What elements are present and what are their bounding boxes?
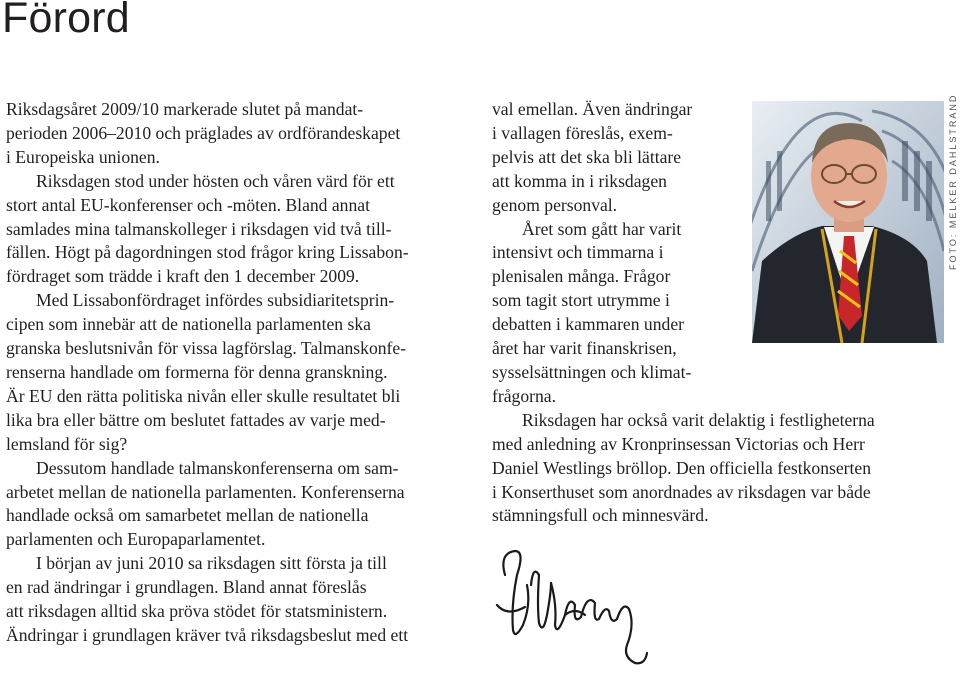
handwritten-signature-icon: [495, 545, 655, 670]
left-text-line: lika bra eller bättre om beslutet fattades av varje med-: [6, 409, 386, 430]
right-text-line: sysselsättningen och klimat-: [492, 361, 692, 382]
portrait-photo-icon: [752, 101, 944, 343]
left-text-line: Riksdagen stod under hösten och våren värd för ett: [36, 170, 395, 191]
left-text-line: granska beslutsnivån för vissa lagförslag. Talmanskonfe-: [6, 338, 407, 359]
left-text-line: I början av juni 2010 sa riksdagen sitt första ja till: [36, 553, 387, 574]
left-text-line: att riksdagen alltid ska pröva stödet för statsministern.: [6, 601, 388, 622]
left-text-line: lemsland för sig?: [6, 433, 128, 454]
right-text-line: frågorna.: [492, 385, 556, 406]
left-text-column: [6, 98, 476, 648]
right-text-line: stämningsfull och minnesvärd.: [492, 505, 709, 526]
right-text-line: året har varit finanskrisen,: [492, 338, 677, 359]
left-text-line: i Europeiska unionen.: [6, 146, 160, 167]
right-text-line: som tagit stort utrymme i: [492, 290, 670, 311]
right-text-line: Daniel Westlings bröllop. Den officiella festkonserten: [492, 457, 872, 478]
left-text-line: parlamenten och Europaparlamentet.: [6, 529, 266, 550]
right-text-line: att komma in i riksdagen: [492, 170, 667, 191]
left-text-line: Med Lissabonfördraget infördes subsidiaritetsprin-: [36, 290, 395, 311]
signature: [495, 545, 655, 670]
right-text-line: val emellan. Även ändringar: [492, 99, 693, 119]
left-text-line: arbetet mellan de nationella parlamenten. Konferenserna: [6, 481, 405, 502]
portrait-photo: [752, 101, 944, 343]
left-text-line: Ändringar i grundlagen kräver två riksdagsbeslut med ett: [6, 624, 409, 645]
left-text-line: fällen. Högt på dagordningen stod frågor kring Lissabon-: [6, 242, 409, 263]
left-text-line: cipen som innebär att de nationella parlamenten ska: [6, 314, 371, 335]
left-text-line: handlade också om samarbetet mellan de nationella: [6, 505, 369, 526]
left-text-line: Dessutom handlade talmanskonferenserna om sam-: [36, 457, 399, 478]
right-text-line: intensivt och timmarna i: [492, 242, 664, 263]
right-text-line: Riksdagen har också varit delaktig i festligheterna: [522, 409, 875, 430]
left-text-line: perioden 2006–2010 och präglades av ordförandeskapet: [6, 122, 401, 143]
right-text-line: plenisalen många. Frågor: [492, 266, 671, 287]
right-text-line: genom personval.: [492, 194, 618, 215]
left-text-line: Riksdagsåret 2009/10 markerade slutet på mandat-: [6, 99, 364, 119]
right-text-line: debatten i kammaren under: [492, 314, 684, 335]
right-text-line: i Konserthuset som anordnades av riksdagen var både: [492, 481, 871, 502]
right-text-line: i vallagen föreslås, exem-: [492, 122, 673, 143]
left-text-line: renserna handlade om formerna för denna granskning.: [6, 361, 388, 382]
right-text-line: Året som gått har varit: [522, 218, 682, 239]
photo-credit: FOTO: MELKER DAHLSTRAND: [948, 93, 958, 270]
left-text-line: stort antal EU-konferenser och -möten. Bland annat: [6, 194, 370, 215]
left-text-line: Är EU den rätta politiska nivån eller skulle resultatet bli: [6, 385, 401, 406]
right-text-line: pelvis att det ska bli lättare: [492, 146, 682, 167]
left-text-line: samlades mina talmanskolleger i riksdagen vid två till-: [6, 218, 392, 239]
left-text-line: fördraget som trädde i kraft den 1 december 2009.: [6, 266, 360, 287]
left-text-line: en rad ändringar i grundlagen. Bland annat föreslås: [6, 577, 367, 598]
page-title: Förord: [2, 0, 130, 42]
right-text-line: med anledning av Kronprinsessan Victorias och Herr: [492, 433, 865, 454]
